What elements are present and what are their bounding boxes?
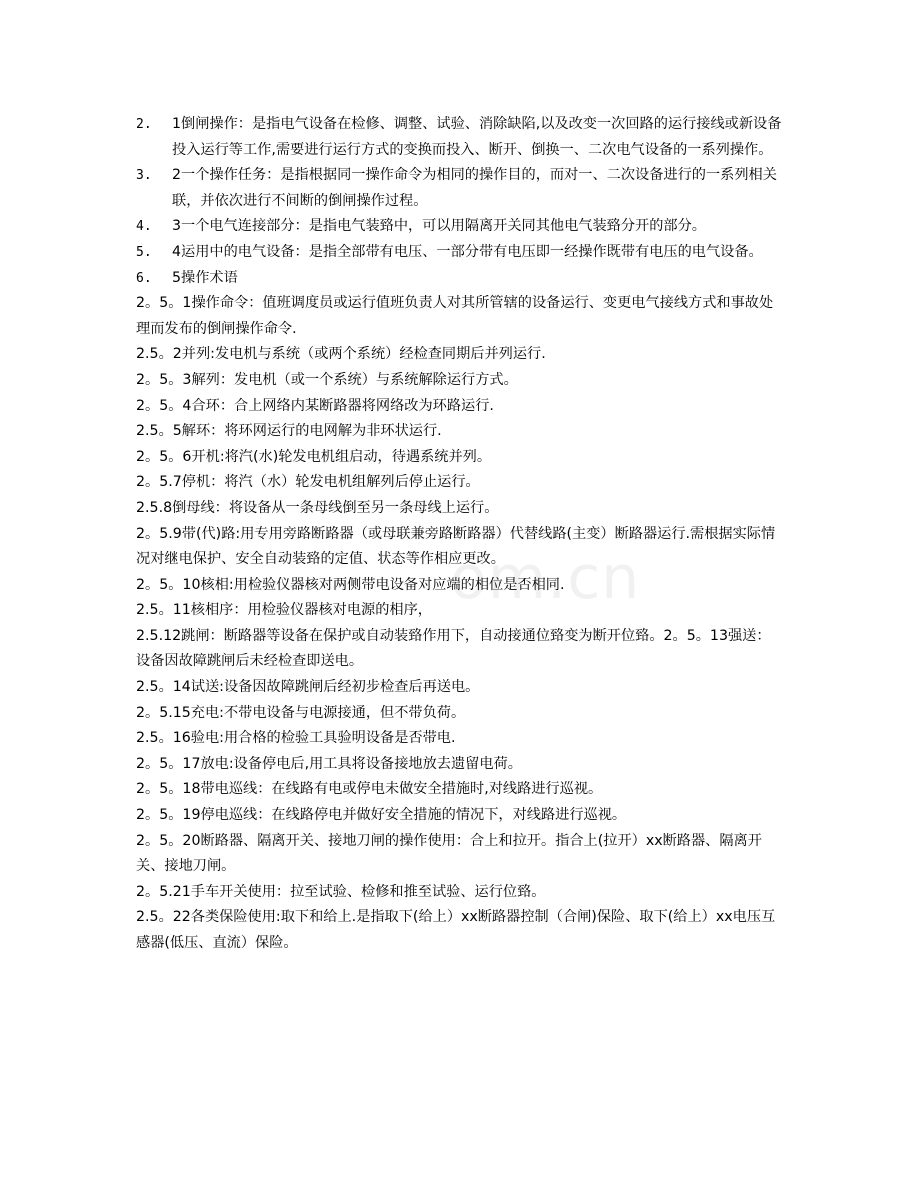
document-body (136, 112, 784, 957)
paragraph: 2.5。16验电:用合格的检验工具验明设备是否带电. (136, 730, 456, 747)
paragraph: 2。5。10核相:用检验仪器核对两侧带电设备对应端的相位是否相同. (136, 576, 565, 593)
paragraph: 2。5。4合环：合上网络内某断路器将网络改为环路运行. (136, 397, 494, 414)
item-number: 2. (136, 117, 152, 132)
paragraph: 2.5。14试送:设备因故障跳闸后经初步检查后再送电。 (136, 679, 480, 696)
paragraph: 2。5。17放电:设备停电后,用工具将设备接地放去遗留电荷。 (136, 755, 522, 772)
paragraph: 2。5。20断路器、隔离开关、接地刀闸的操作使用：合上和拉开。指合上(拉开）xx断路器、隔离开关、接地刀闸。 (136, 832, 762, 875)
paragraph: 2。5。1操作命令：值班调度员或运行值班负责人对其所管辖的设备运行、变更电气接线方式和事故处理而发布的倒闸操作命令. (136, 295, 774, 337)
numbered-item (136, 266, 784, 292)
item-number: 3. (136, 168, 152, 184)
paragraph: 2。5.21手车开关使用：拉至试验、检修和推至试验、运行位臵。 (136, 883, 546, 900)
paragraph: 2。5.15充电:不带电设备与电源接通，但不带负荷。 (136, 704, 466, 721)
item-text: 5操作术语 (172, 269, 238, 286)
paragraph: 2.5.8倒母线：将设备从一条母线倒至另一条母线上运行。 (136, 499, 499, 516)
paragraph: 2.5。2并列:发电机与系统（或两个系统）经检查同期后并列运行. (136, 346, 546, 363)
paragraph: 2.5。22各类保险使用:取下和给上.是指取下(给上）xx断路器控制（合闸)保险、取下(给上）xx电压互感器(低压、直流）保险。 (136, 909, 776, 951)
paragraph: 2。5.9带(代)路:用专用旁路断路器（或母联兼旁路断路器）代替线路(主变）断路器运行.需根据实际情况对继电保护、安全自动装臵的定值、状态等作相应更改。 (136, 525, 776, 568)
item-number: 6. (136, 270, 152, 286)
numbered-item (136, 214, 784, 240)
item-number: 4. (136, 219, 152, 235)
item-text: 3一个电气连接部分：是指电气装臵中，可以用隔离开关同其他电气装臵分开的部分。 (172, 218, 706, 235)
paragraph: 2。5。19停电巡线：在线路停电并做好安全措施的情况下，对线路进行巡视。 (136, 807, 627, 824)
paragraph: 2。5。6开机:将汽(水)轮发电机组启动，待遇系统并列。 (136, 448, 492, 465)
paragraph: 2。5。3解列：发电机（或一个系统）与系统解除运行方式。 (136, 371, 518, 388)
item-text: 2一个操作任务：是指根据同一操作命令为相同的操作目的，而对一、二次设备进行的一系列相关联，并依次进行不间断的倒闸操作过程。 (172, 167, 777, 209)
item-number: 5. (136, 244, 152, 260)
paragraph: 2。5。18带电巡线：在线路有电或停电未做安全措施时,对线路进行巡视。 (136, 781, 603, 798)
numbered-item (136, 112, 784, 163)
item-text: 1倒闸操作：是指电气设备在检修、调整、试验、消除缺陷,以及改变一次回路的运行接线或新设备投入运行等工作,需要进行运行方式的变换而投入、断开、倒换一、二次电气设备的一系列操作。 (172, 116, 782, 158)
paragraph: 2。5.7停机：将汽（水）轮发电机组解列后停止运行。 (136, 474, 480, 491)
numbered-item (136, 163, 784, 214)
paragraph: 2.5.12跳闸：断路器等设备在保护或自动装臵作用下，自动接通位臵变为断开位臵。2。5。13强送：设备因故障跳闸后未经检查即送电。 (136, 627, 771, 670)
paragraph: 2.5。5解环：将环网运行的电网解为非环状运行. (136, 423, 442, 440)
watermark: om.cn (450, 543, 641, 613)
paragraph: 2.5。11核相序：用检验仪器核对电源的相序， (136, 602, 432, 619)
item-text: 4运用中的电气设备：是指全部带有电压、一部分带有电压即一经操作既带有电压的电气设备。 (172, 243, 763, 260)
numbered-item (136, 240, 784, 266)
